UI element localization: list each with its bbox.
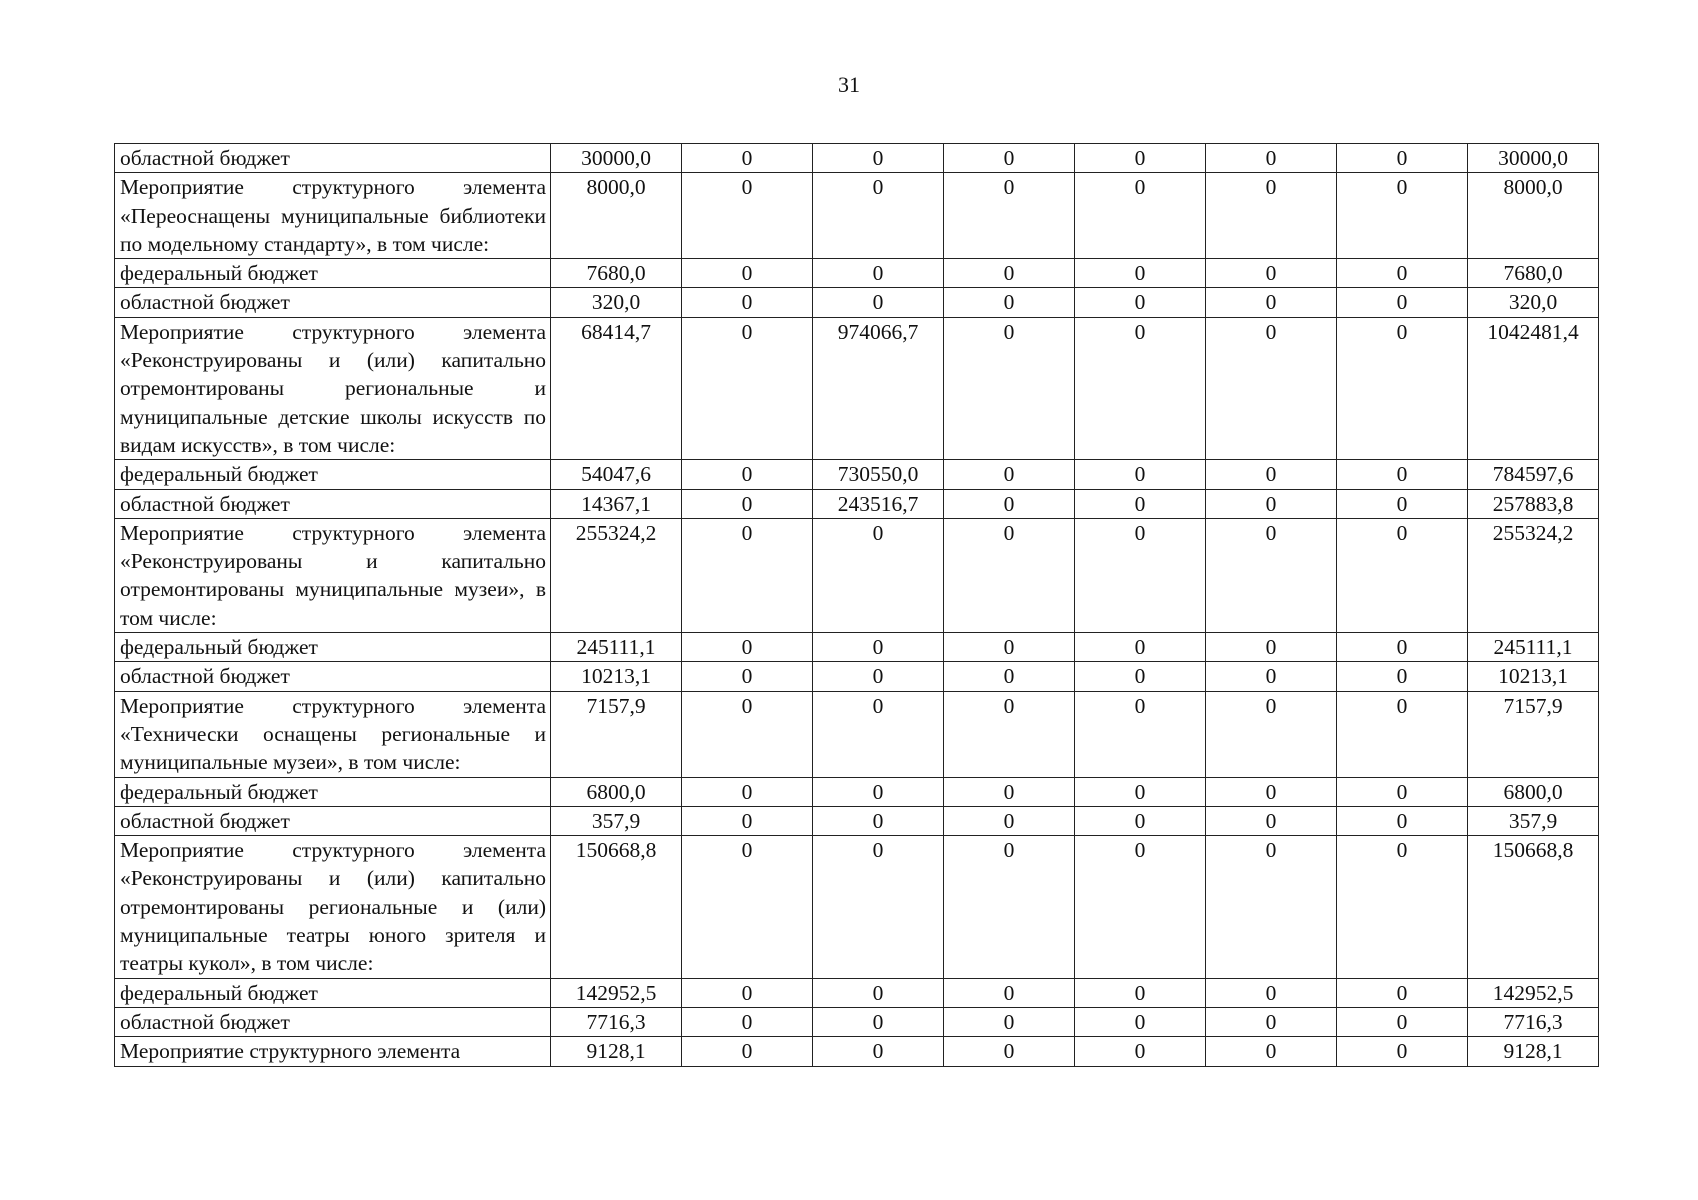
table-row — [115, 518, 1599, 632]
value-cell: 0 — [813, 777, 944, 806]
value-cell: 0 — [813, 806, 944, 835]
value-cell: 0 — [1075, 144, 1206, 173]
row-label: федеральный бюджет — [115, 460, 551, 489]
value-cell: 0 — [944, 259, 1075, 288]
value-cell: 357,9 — [551, 806, 682, 835]
row-label: областной бюджет — [115, 1007, 551, 1036]
row-total-cell: 255324,2 — [1468, 518, 1599, 632]
row-label: областной бюджет — [115, 806, 551, 835]
table-row — [115, 144, 1599, 173]
value-cell: 0 — [1075, 288, 1206, 317]
value-cell: 0 — [1075, 806, 1206, 835]
value-cell: 0 — [1337, 806, 1468, 835]
value-cell: 0 — [682, 836, 813, 978]
value-cell: 0 — [1206, 489, 1337, 518]
row-label: областной бюджет — [115, 144, 551, 173]
row-label: Мероприятие структурного элемента «Реконструированы и (или) капитально отремонтированы региональные и муниципальные детские школы искусств по видам искусств», в том числе: — [115, 317, 551, 459]
row-label: федеральный бюджет — [115, 633, 551, 662]
table-row — [115, 806, 1599, 835]
row-label: областной бюджет — [115, 288, 551, 317]
value-cell: 0 — [682, 662, 813, 691]
value-cell: 0 — [944, 806, 1075, 835]
value-cell: 0 — [1337, 288, 1468, 317]
value-cell: 10213,1 — [551, 662, 682, 691]
value-cell: 0 — [682, 317, 813, 459]
value-cell: 0 — [682, 288, 813, 317]
value-cell: 0 — [813, 1037, 944, 1066]
value-cell: 0 — [1206, 691, 1337, 777]
value-cell: 0 — [1206, 1037, 1337, 1066]
value-cell: 0 — [1206, 518, 1337, 632]
value-cell: 0 — [813, 144, 944, 173]
row-total-cell: 357,9 — [1468, 806, 1599, 835]
table-row — [115, 633, 1599, 662]
row-total-cell: 320,0 — [1468, 288, 1599, 317]
value-cell: 0 — [1337, 1037, 1468, 1066]
table-row — [115, 662, 1599, 691]
value-cell: 14367,1 — [551, 489, 682, 518]
row-label: Мероприятие структурного элемента «Реконструированы и капитально отремонтированы муниципальные музеи», в том числе: — [115, 518, 551, 632]
value-cell: 8000,0 — [551, 173, 682, 259]
value-cell: 0 — [682, 777, 813, 806]
value-cell: 0 — [682, 978, 813, 1007]
value-cell: 0 — [682, 691, 813, 777]
value-cell: 0 — [1206, 662, 1337, 691]
value-cell: 243516,7 — [813, 489, 944, 518]
value-cell: 9128,1 — [551, 1037, 682, 1066]
value-cell: 245111,1 — [551, 633, 682, 662]
value-cell: 0 — [1206, 777, 1337, 806]
row-total-cell: 30000,0 — [1468, 144, 1599, 173]
row-label: областной бюджет — [115, 489, 551, 518]
value-cell: 0 — [1075, 317, 1206, 459]
row-total-cell: 8000,0 — [1468, 173, 1599, 259]
value-cell: 0 — [682, 518, 813, 632]
row-label: федеральный бюджет — [115, 978, 551, 1007]
value-cell: 0 — [1075, 259, 1206, 288]
value-cell: 0 — [1337, 662, 1468, 691]
value-cell: 0 — [944, 1007, 1075, 1036]
row-label: Мероприятие структурного элемента «Переоснащены муниципальные библиотеки по модельному стандарту», в том числе: — [115, 173, 551, 259]
value-cell: 0 — [813, 691, 944, 777]
table-row — [115, 777, 1599, 806]
value-cell: 0 — [1337, 144, 1468, 173]
value-cell: 0 — [1206, 836, 1337, 978]
row-total-cell: 7716,3 — [1468, 1007, 1599, 1036]
value-cell: 0 — [682, 259, 813, 288]
value-cell: 0 — [944, 978, 1075, 1007]
value-cell: 255324,2 — [551, 518, 682, 632]
table-row — [115, 1037, 1599, 1066]
value-cell: 0 — [1206, 978, 1337, 1007]
row-label: федеральный бюджет — [115, 259, 551, 288]
value-cell: 0 — [1075, 489, 1206, 518]
row-total-cell: 142952,5 — [1468, 978, 1599, 1007]
value-cell: 6800,0 — [551, 777, 682, 806]
value-cell: 0 — [944, 662, 1075, 691]
value-cell: 0 — [1337, 691, 1468, 777]
value-cell: 0 — [944, 317, 1075, 459]
value-cell: 0 — [1075, 836, 1206, 978]
value-cell: 974066,7 — [813, 317, 944, 459]
value-cell: 0 — [944, 777, 1075, 806]
value-cell: 0 — [944, 691, 1075, 777]
value-cell: 0 — [944, 489, 1075, 518]
table-row — [115, 259, 1599, 288]
value-cell: 0 — [1206, 1007, 1337, 1036]
value-cell: 0 — [1075, 662, 1206, 691]
value-cell: 0 — [1337, 173, 1468, 259]
value-cell: 0 — [944, 173, 1075, 259]
value-cell: 150668,8 — [551, 836, 682, 978]
row-total-cell: 150668,8 — [1468, 836, 1599, 978]
value-cell: 54047,6 — [551, 460, 682, 489]
value-cell: 0 — [1206, 173, 1337, 259]
value-cell: 0 — [682, 489, 813, 518]
table-body — [115, 144, 1599, 1067]
value-cell: 0 — [682, 173, 813, 259]
value-cell: 0 — [682, 1007, 813, 1036]
row-label: Мероприятие структурного элемента — [115, 1037, 551, 1066]
value-cell: 730550,0 — [813, 460, 944, 489]
table-row — [115, 691, 1599, 777]
value-cell: 0 — [1337, 518, 1468, 632]
value-cell: 0 — [813, 518, 944, 632]
value-cell: 68414,7 — [551, 317, 682, 459]
value-cell: 0 — [1206, 288, 1337, 317]
value-cell: 0 — [813, 259, 944, 288]
value-cell: 0 — [813, 288, 944, 317]
row-total-cell: 784597,6 — [1468, 460, 1599, 489]
value-cell: 0 — [682, 633, 813, 662]
value-cell: 0 — [682, 144, 813, 173]
value-cell: 0 — [944, 144, 1075, 173]
row-label: Мероприятие структурного элемента «Реконструированы и (или) капитально отремонтированы региональные и (или) муниципальные театры юного зрителя и театры кукол», в том числе: — [115, 836, 551, 978]
table-row — [115, 460, 1599, 489]
value-cell: 0 — [813, 633, 944, 662]
table-row — [115, 288, 1599, 317]
value-cell: 0 — [1075, 460, 1206, 489]
row-label: областной бюджет — [115, 662, 551, 691]
value-cell: 0 — [944, 836, 1075, 978]
value-cell: 0 — [1337, 460, 1468, 489]
value-cell: 0 — [1075, 691, 1206, 777]
value-cell: 0 — [682, 806, 813, 835]
value-cell: 0 — [1206, 317, 1337, 459]
value-cell: 320,0 — [551, 288, 682, 317]
value-cell: 30000,0 — [551, 144, 682, 173]
value-cell: 0 — [1075, 978, 1206, 1007]
table-row — [115, 317, 1599, 459]
row-total-cell: 245111,1 — [1468, 633, 1599, 662]
row-total-cell: 9128,1 — [1468, 1037, 1599, 1066]
value-cell: 0 — [813, 173, 944, 259]
value-cell: 0 — [1075, 1037, 1206, 1066]
value-cell: 0 — [813, 662, 944, 691]
row-total-cell: 6800,0 — [1468, 777, 1599, 806]
row-label: федеральный бюджет — [115, 777, 551, 806]
table-row — [115, 1007, 1599, 1036]
value-cell: 0 — [1075, 518, 1206, 632]
value-cell: 0 — [1337, 1007, 1468, 1036]
value-cell: 0 — [1337, 777, 1468, 806]
value-cell: 0 — [1337, 633, 1468, 662]
value-cell: 142952,5 — [551, 978, 682, 1007]
table-row — [115, 978, 1599, 1007]
row-total-cell: 1042481,4 — [1468, 317, 1599, 459]
value-cell: 0 — [1206, 144, 1337, 173]
value-cell: 0 — [1206, 259, 1337, 288]
value-cell: 0 — [944, 1037, 1075, 1066]
value-cell: 7680,0 — [551, 259, 682, 288]
table-row — [115, 836, 1599, 978]
value-cell: 0 — [682, 1037, 813, 1066]
value-cell: 0 — [1337, 259, 1468, 288]
value-cell: 0 — [682, 460, 813, 489]
value-cell: 0 — [813, 836, 944, 978]
value-cell: 0 — [1075, 633, 1206, 662]
value-cell: 0 — [1206, 806, 1337, 835]
value-cell: 0 — [813, 978, 944, 1007]
table-row — [115, 489, 1599, 518]
value-cell: 0 — [1206, 633, 1337, 662]
value-cell: 0 — [944, 633, 1075, 662]
value-cell: 0 — [1075, 777, 1206, 806]
budget-table — [114, 143, 1599, 1067]
value-cell: 0 — [944, 288, 1075, 317]
page-number: 31 — [838, 72, 860, 97]
row-total-cell: 257883,8 — [1468, 489, 1599, 518]
value-cell: 0 — [1206, 460, 1337, 489]
row-total-cell: 7157,9 — [1468, 691, 1599, 777]
value-cell: 0 — [944, 518, 1075, 632]
value-cell: 0 — [1337, 489, 1468, 518]
value-cell: 7157,9 — [551, 691, 682, 777]
value-cell: 7716,3 — [551, 1007, 682, 1036]
value-cell: 0 — [1337, 978, 1468, 1007]
value-cell: 0 — [813, 1007, 944, 1036]
value-cell: 0 — [1337, 836, 1468, 978]
row-total-cell: 10213,1 — [1468, 662, 1599, 691]
value-cell: 0 — [1337, 317, 1468, 459]
table-row — [115, 173, 1599, 259]
value-cell: 0 — [1075, 1007, 1206, 1036]
value-cell: 0 — [944, 460, 1075, 489]
row-label: Мероприятие структурного элемента «Технически оснащены региональные и муниципальные музеи», в том числе: — [115, 691, 551, 777]
row-total-cell: 7680,0 — [1468, 259, 1599, 288]
value-cell: 0 — [1075, 173, 1206, 259]
